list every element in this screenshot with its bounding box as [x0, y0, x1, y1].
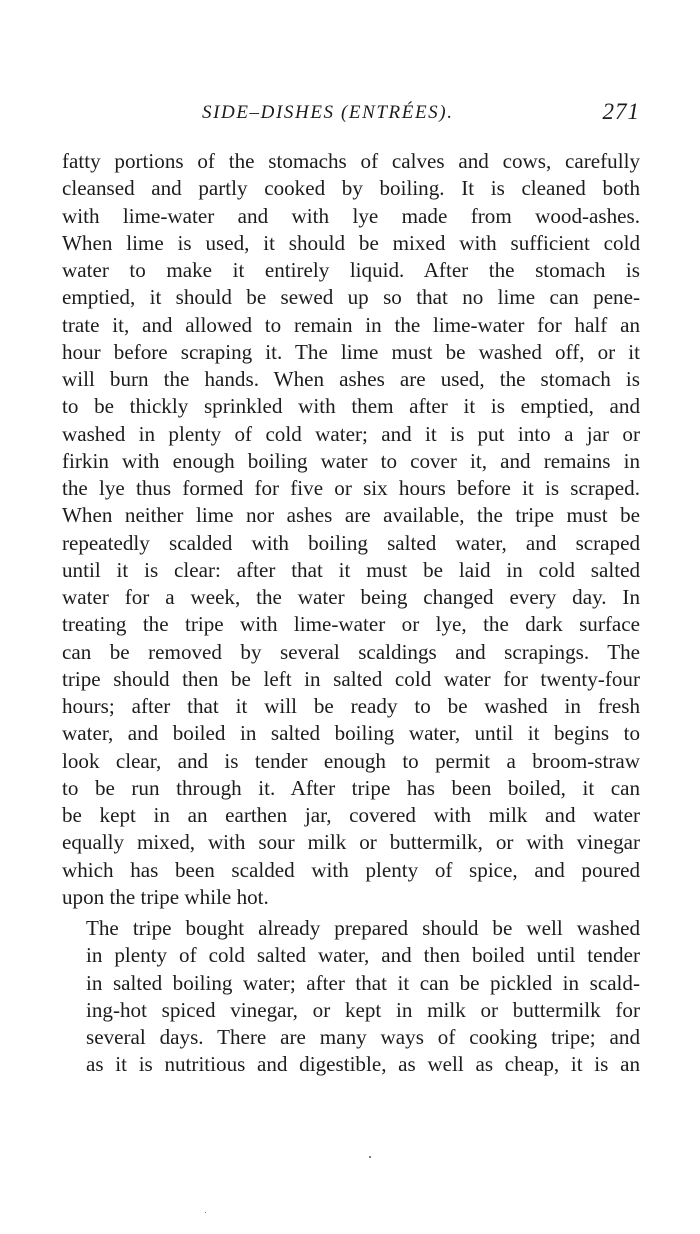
text-line: until it is clear: after that it must be laid in cold salted [62, 557, 640, 582]
text-line: which has been scalded with plenty of spice, and poured [62, 857, 640, 882]
text-line: When neither lime nor ashes are available, the tripe must be [62, 503, 640, 528]
text-line: the lye thus formed for five or six hours before it is scraped. [62, 476, 640, 500]
print-speck [369, 1156, 371, 1158]
text-line: water, and boiled in salted boiling water, until it begins to [62, 721, 640, 746]
paragraph-2 [62, 915, 640, 1079]
text-line: emptied, it should be sewed up so that no lime can pene- [62, 285, 640, 310]
text-line: will burn the hands. When ashes are used, the stomach is [62, 367, 640, 391]
text-line: equally mixed, with sour milk or buttermilk, or with vinegar [62, 830, 640, 855]
text-line: cleansed and partly cooked by boiling. It is cleaned both [62, 176, 640, 201]
page-header [62, 96, 640, 130]
text-line: can be removed by several scaldings and scrapings. The [62, 639, 640, 664]
text-line: hours; after that it will be ready to be washed in fresh [62, 694, 640, 718]
text-line: treating the tripe with lime-water or lye, the dark surface [62, 612, 640, 637]
text-line: in plenty of cold salted water, and then boiled until tender [86, 943, 640, 968]
text-line: water for a week, the water being changed every day. In [62, 585, 640, 609]
text-line: washed in plenty of cold water; and it is put into a jar or [62, 421, 640, 446]
text-line: firkin with enough boiling water to cover it, and remains in [62, 448, 640, 473]
text-line: be kept in an earthen jar, covered with milk and water [62, 803, 640, 827]
paragraph-1 [62, 148, 640, 911]
text-line: upon the tripe while hot. [62, 884, 269, 909]
text-line: trate it, and allowed to remain in the lime-water for half an [62, 312, 640, 337]
text-line: fatty portions of the stomachs of calves and cows, carefully [62, 149, 640, 173]
text-line: repeatedly scalded with boiling salted water, and scraped [62, 530, 640, 555]
body-text [62, 148, 640, 1079]
text-line: look clear, and is tender enough to permit a broom-straw [62, 748, 640, 773]
text-line: as it is nutritious and digestible, as well as cheap, it is an [86, 1052, 640, 1077]
text-line: several days. There are many ways of cooking tripe; and [86, 1025, 640, 1049]
text-line: to be thickly sprinkled with them after it is emptied, and [62, 394, 640, 419]
text-line: When lime is used, it should be mixed with sufficient cold [62, 230, 640, 255]
running-head: SIDE–DISHES (ENTRÉES). [202, 102, 454, 123]
page-number: 271 [602, 99, 640, 124]
print-speck [205, 1212, 206, 1213]
text-line: hour before scraping it. The lime must be washed off, or it [62, 339, 640, 364]
text-line: to be run through it. After tripe has been boiled, it can [62, 775, 640, 800]
text-line: water to make it entirely liquid. After the stomach is [62, 258, 640, 282]
text-line: ing-hot spiced vinegar, or kept in milk or buttermilk for [86, 997, 640, 1022]
text-line: with lime-water and with lye made from wood-ashes. [62, 203, 640, 228]
text-line: The tripe bought already prepared should be well washed [86, 916, 640, 940]
text-line: tripe should then be left in salted cold water for twenty-four [62, 666, 640, 691]
text-line: in salted boiling water; after that it can be pickled in scald- [86, 970, 640, 995]
